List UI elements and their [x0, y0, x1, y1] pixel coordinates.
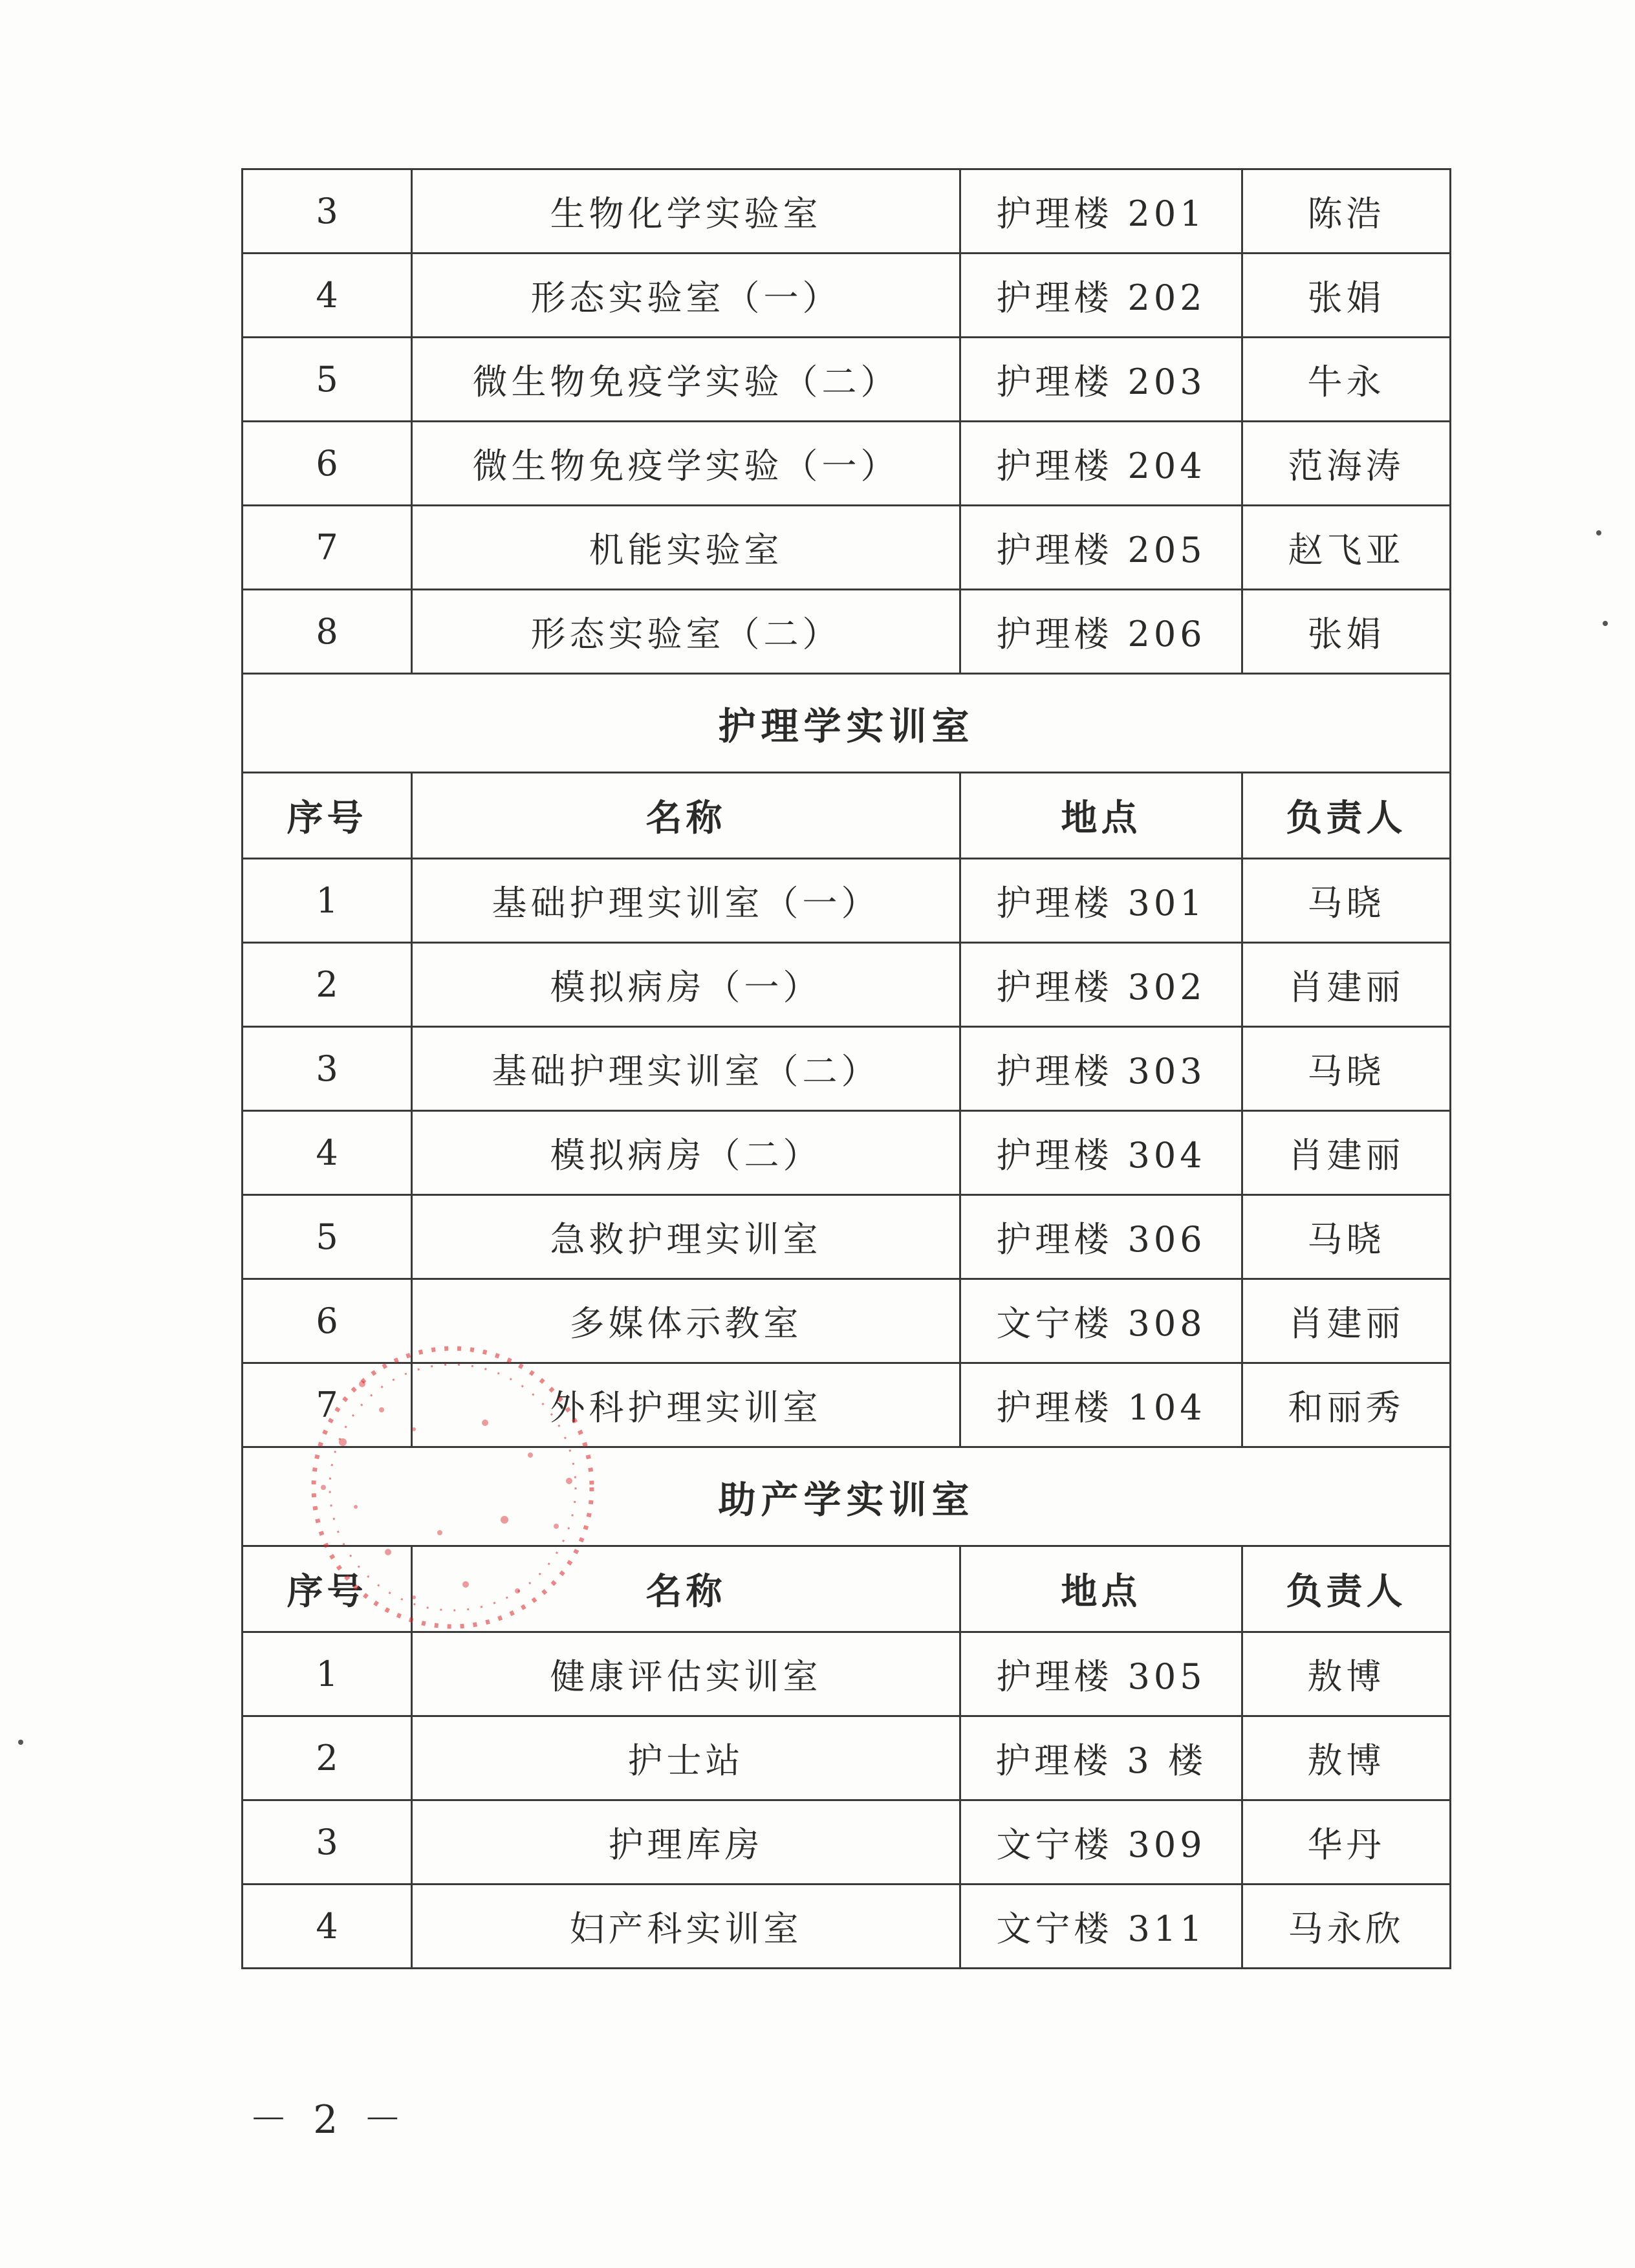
section-title-midwifery: 助产学实训室 — [243, 1447, 1451, 1546]
room-name: 外科护理实训室 — [412, 1363, 960, 1447]
table-row — [243, 859, 1451, 943]
table-row — [243, 1632, 1451, 1716]
room-location: 文宁楼 309 — [960, 1800, 1242, 1885]
header-location: 地点 — [960, 773, 1242, 859]
section-title-row — [243, 674, 1451, 773]
room-location: 护理楼 303 — [960, 1027, 1242, 1111]
header-location: 地点 — [960, 1546, 1242, 1632]
room-name: 生物化学实验室 — [412, 169, 960, 254]
table-row — [243, 422, 1451, 506]
room-name: 微生物免疫学实验（一） — [412, 422, 960, 506]
scan-speck — [1596, 530, 1601, 535]
row-number: 2 — [243, 943, 412, 1027]
room-name: 模拟病房（一） — [412, 943, 960, 1027]
person-in-charge: 马晓 — [1242, 1195, 1451, 1279]
row-number: 4 — [243, 1885, 412, 1969]
room-location: 护理楼 305 — [960, 1632, 1242, 1716]
person-in-charge: 马永欣 — [1242, 1885, 1451, 1969]
room-location: 护理楼 304 — [960, 1111, 1242, 1195]
table-row — [243, 1716, 1451, 1800]
room-name: 机能实验室 — [412, 506, 960, 590]
scan-speck — [18, 1740, 23, 1745]
header-name: 名称 — [412, 773, 960, 859]
table-header-row — [243, 1546, 1451, 1632]
room-name: 多媒体示教室 — [412, 1279, 960, 1363]
room-name: 基础护理实训室（一） — [412, 859, 960, 943]
scan-speck — [1603, 621, 1608, 626]
person-in-charge: 范海涛 — [1242, 422, 1451, 506]
row-number: 7 — [243, 1363, 412, 1447]
room-name: 护士站 — [412, 1716, 960, 1800]
person-in-charge: 马晓 — [1242, 859, 1451, 943]
row-number: 1 — [243, 859, 412, 943]
room-name: 微生物免疫学实验（二） — [412, 338, 960, 422]
room-name: 形态实验室（一） — [412, 254, 960, 338]
row-number: 1 — [243, 1632, 412, 1716]
room-location: 文宁楼 308 — [960, 1279, 1242, 1363]
person-in-charge: 张娟 — [1242, 254, 1451, 338]
room-name: 护理库房 — [412, 1800, 960, 1885]
row-number: 2 — [243, 1716, 412, 1800]
person-in-charge: 肖建丽 — [1242, 943, 1451, 1027]
header-number: 序号 — [243, 1546, 412, 1632]
person-in-charge: 陈浩 — [1242, 169, 1451, 254]
row-number: 3 — [243, 169, 412, 254]
table-row — [243, 943, 1451, 1027]
person-in-charge: 张娟 — [1242, 590, 1451, 674]
section-title-row — [243, 1447, 1451, 1546]
room-location: 护理楼 306 — [960, 1195, 1242, 1279]
room-location: 护理楼 203 — [960, 338, 1242, 422]
room-location: 护理楼 104 — [960, 1363, 1242, 1447]
room-name: 基础护理实训室（二） — [412, 1027, 960, 1111]
room-location: 护理楼 204 — [960, 422, 1242, 506]
table-header-row — [243, 773, 1451, 859]
room-location: 护理楼 206 — [960, 590, 1242, 674]
page-number: － 2 － — [249, 2097, 409, 2143]
room-location: 护理楼 301 — [960, 859, 1242, 943]
room-location: 文宁楼 311 — [960, 1885, 1242, 1969]
person-in-charge: 赵飞亚 — [1242, 506, 1451, 590]
person-in-charge: 肖建丽 — [1242, 1279, 1451, 1363]
person-in-charge: 华丹 — [1242, 1800, 1451, 1885]
row-number: 8 — [243, 590, 412, 674]
lab-room-table — [241, 168, 1451, 1969]
row-number: 7 — [243, 506, 412, 590]
row-number: 5 — [243, 1195, 412, 1279]
person-in-charge: 敖博 — [1242, 1632, 1451, 1716]
room-name: 急救护理实训室 — [412, 1195, 960, 1279]
table-row — [243, 590, 1451, 674]
section-title-nursing: 护理学实训室 — [243, 674, 1451, 773]
table-row — [243, 1800, 1451, 1885]
person-in-charge: 马晓 — [1242, 1027, 1451, 1111]
header-number: 序号 — [243, 773, 412, 859]
row-number: 4 — [243, 1111, 412, 1195]
room-location: 护理楼 3 楼 — [960, 1716, 1242, 1800]
table-row — [243, 169, 1451, 254]
room-name: 形态实验室（二） — [412, 590, 960, 674]
header-person: 负责人 — [1242, 1546, 1451, 1632]
table-row — [243, 1363, 1451, 1447]
table-row — [243, 338, 1451, 422]
person-in-charge: 和丽秀 — [1242, 1363, 1451, 1447]
room-name: 妇产科实训室 — [412, 1885, 960, 1969]
room-location: 护理楼 202 — [960, 254, 1242, 338]
row-number: 3 — [243, 1027, 412, 1111]
room-name: 模拟病房（二） — [412, 1111, 960, 1195]
header-name: 名称 — [412, 1546, 960, 1632]
header-person: 负责人 — [1242, 773, 1451, 859]
table-row — [243, 506, 1451, 590]
table-row — [243, 1195, 1451, 1279]
table-row — [243, 1885, 1451, 1969]
room-location: 护理楼 205 — [960, 506, 1242, 590]
table-row — [243, 1111, 1451, 1195]
row-number: 4 — [243, 254, 412, 338]
table-row — [243, 1027, 1451, 1111]
room-name: 健康评估实训室 — [412, 1632, 960, 1716]
person-in-charge: 肖建丽 — [1242, 1111, 1451, 1195]
person-in-charge: 牛永 — [1242, 338, 1451, 422]
room-location: 护理楼 302 — [960, 943, 1242, 1027]
room-location: 护理楼 201 — [960, 169, 1242, 254]
row-number: 6 — [243, 1279, 412, 1363]
table-row — [243, 1279, 1451, 1363]
row-number: 6 — [243, 422, 412, 506]
row-number: 5 — [243, 338, 412, 422]
table-row — [243, 254, 1451, 338]
person-in-charge: 敖博 — [1242, 1716, 1451, 1800]
row-number: 3 — [243, 1800, 412, 1885]
